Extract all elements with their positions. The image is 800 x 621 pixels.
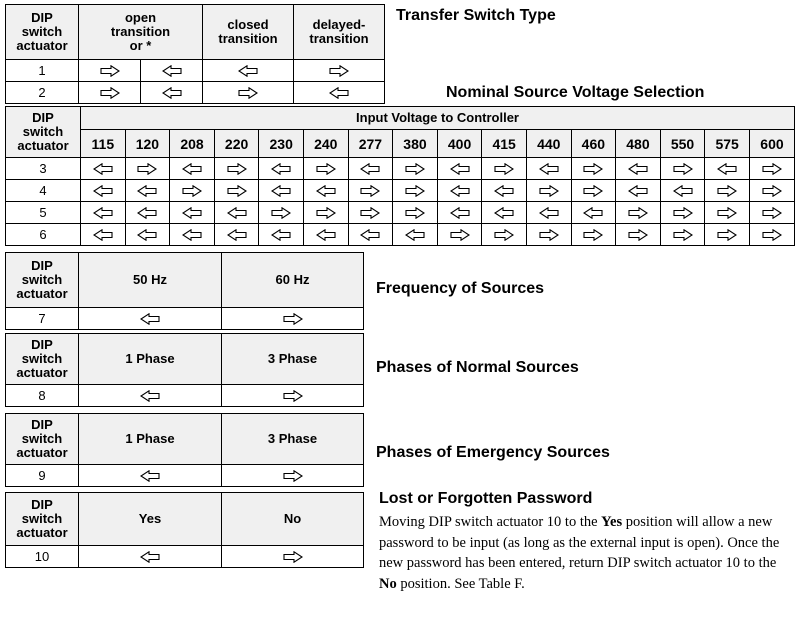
switch-position-cell	[203, 82, 294, 104]
switch-position-cell	[660, 202, 705, 224]
arrow-right-icon	[717, 229, 737, 241]
switch-position-cell	[348, 224, 393, 246]
arrow-left-icon	[539, 163, 559, 175]
voltage-column-header: 240	[303, 130, 348, 158]
arrow-left-icon	[271, 229, 291, 241]
table-row	[6, 202, 795, 224]
arrow-right-icon	[360, 185, 380, 197]
switch-position-cell	[170, 180, 215, 202]
voltage-column-header: 208	[170, 130, 215, 158]
table-row	[6, 224, 795, 246]
transfer-switch-table	[5, 4, 385, 104]
switch-position-cell	[170, 202, 215, 224]
switch-position-cell	[259, 158, 304, 180]
switch-position-cell	[81, 158, 126, 180]
switch-position-cell	[348, 202, 393, 224]
switch-position-cell	[125, 180, 170, 202]
switch-position-cell	[125, 158, 170, 180]
switch-position-cell	[571, 180, 616, 202]
switch-position-cell	[437, 202, 482, 224]
switch-position-cell	[393, 158, 438, 180]
switch-position-cell	[81, 224, 126, 246]
voltage-column-header: 440	[526, 130, 571, 158]
arrow-left-icon	[182, 163, 202, 175]
arrow-left-icon	[494, 207, 514, 219]
voltage-title: Nominal Source Voltage Selection	[446, 84, 705, 101]
option-no: No	[222, 493, 364, 546]
arrow-left-icon	[360, 163, 380, 175]
switch-position-cell	[141, 60, 203, 82]
arrow-left-icon	[450, 207, 470, 219]
switch-position-cell	[214, 202, 259, 224]
option-60hz: 60 Hz	[222, 253, 364, 308]
arrow-right-icon	[405, 207, 425, 219]
switch-position-cell	[259, 202, 304, 224]
switch-position-cell	[526, 180, 571, 202]
arrow-right-icon	[227, 185, 247, 197]
arrow-right-icon	[283, 313, 303, 325]
arrow-right-icon	[583, 163, 603, 175]
voltage-column-header: 550	[660, 130, 705, 158]
voltage-column-header: 220	[214, 130, 259, 158]
actuator-number: 5	[6, 202, 81, 224]
switch-position-cell	[259, 224, 304, 246]
normal-phases-row	[6, 385, 364, 407]
arrow-right-icon	[762, 207, 782, 219]
switch-position-cell	[81, 180, 126, 202]
voltage-column-header: 277	[348, 130, 393, 158]
dip-switch-actuator-header: DIP switch actuator	[6, 5, 79, 60]
arrow-right-icon	[182, 185, 202, 197]
switch-position-cell	[203, 60, 294, 82]
switch-position-cell	[79, 82, 141, 104]
voltage-column-header: 575	[705, 130, 750, 158]
switch-position-cell	[660, 224, 705, 246]
arrow-right-icon	[283, 470, 303, 482]
arrow-left-icon	[539, 207, 559, 219]
table-row	[6, 82, 385, 104]
switch-position-cell	[393, 180, 438, 202]
arrow-right-icon	[583, 229, 603, 241]
switch-position-cell	[571, 224, 616, 246]
arrow-right-icon	[494, 163, 514, 175]
switch-position-cell	[222, 308, 364, 330]
switch-position-cell	[705, 202, 750, 224]
arrow-right-icon	[329, 65, 349, 77]
actuator-number: 7	[6, 308, 79, 330]
dip-switch-actuator-header: DIP switch actuator	[6, 334, 79, 385]
arrow-left-icon	[140, 390, 160, 402]
switch-position-cell	[222, 546, 364, 568]
emergency-phases-row	[6, 465, 364, 487]
input-voltage-header: Input Voltage to Controller	[81, 107, 795, 130]
switch-position-cell	[79, 60, 141, 82]
switch-position-cell	[616, 158, 661, 180]
switch-position-cell	[125, 224, 170, 246]
arrow-left-icon	[227, 229, 247, 241]
arrow-right-icon	[100, 65, 120, 77]
arrow-left-icon	[140, 551, 160, 563]
switch-position-cell	[303, 158, 348, 180]
table-row	[6, 60, 385, 82]
switch-position-cell	[303, 202, 348, 224]
arrow-left-icon	[137, 207, 157, 219]
arrow-right-icon	[137, 163, 157, 175]
actuator-number: 4	[6, 180, 81, 202]
arrow-right-icon	[271, 207, 291, 219]
switch-position-cell	[222, 385, 364, 407]
table-row	[6, 158, 795, 180]
arrow-right-icon	[316, 207, 336, 219]
arrow-left-icon	[93, 207, 113, 219]
frequency-table	[5, 252, 364, 330]
arrow-left-icon	[140, 470, 160, 482]
arrow-right-icon	[539, 185, 559, 197]
voltage-column-header: 600	[749, 130, 794, 158]
switch-position-cell	[571, 202, 616, 224]
arrow-left-icon	[450, 163, 470, 175]
arrow-left-icon	[450, 185, 470, 197]
actuator-number: 3	[6, 158, 81, 180]
arrow-left-icon	[93, 185, 113, 197]
arrow-right-icon	[100, 87, 120, 99]
arrow-left-icon	[227, 207, 247, 219]
switch-position-cell	[393, 202, 438, 224]
arrow-left-icon	[93, 163, 113, 175]
password-table	[5, 492, 364, 568]
password-description: Moving DIP switch actuator 10 to the Yes position will allow a new password to be input (as long as the external input is open). Once the new password has been entered, return DIP switch actuator 10 to the No position. See Table F.	[379, 514, 780, 592]
switch-position-cell	[294, 82, 385, 104]
switch-position-cell	[170, 224, 215, 246]
voltage-column-header: 120	[125, 130, 170, 158]
switch-position-cell	[482, 202, 527, 224]
arrow-right-icon	[316, 163, 336, 175]
switch-position-cell	[79, 308, 222, 330]
switch-position-cell	[705, 158, 750, 180]
switch-position-cell	[259, 180, 304, 202]
table-row	[6, 180, 795, 202]
arrow-right-icon	[238, 87, 258, 99]
switch-position-cell	[303, 180, 348, 202]
normal-phases-title: Phases of Normal Sources	[376, 359, 579, 376]
voltage-column-header: 415	[482, 130, 527, 158]
actuator-number: 8	[6, 385, 79, 407]
dip-switch-actuator-header: DIP switch actuator	[6, 107, 81, 158]
arrow-left-icon	[628, 163, 648, 175]
switch-position-cell	[482, 158, 527, 180]
switch-position-cell	[705, 224, 750, 246]
arrow-left-icon	[137, 229, 157, 241]
switch-position-cell	[616, 202, 661, 224]
transfer-switch-title: Transfer Switch Type	[396, 7, 556, 24]
switch-position-cell	[526, 158, 571, 180]
actuator-number: 2	[6, 82, 79, 104]
switch-position-cell	[125, 202, 170, 224]
arrow-left-icon	[140, 313, 160, 325]
arrow-left-icon	[137, 185, 157, 197]
switch-position-cell	[348, 158, 393, 180]
switch-position-cell	[303, 224, 348, 246]
option-3-phase: 3 Phase	[222, 334, 364, 385]
switch-position-cell	[526, 202, 571, 224]
arrow-left-icon	[673, 185, 693, 197]
arrow-left-icon	[238, 65, 258, 77]
arrow-right-icon	[628, 229, 648, 241]
switch-position-cell	[616, 180, 661, 202]
option-1-phase: 1 Phase	[79, 414, 222, 465]
switch-position-cell	[222, 465, 364, 487]
arrow-right-icon	[762, 185, 782, 197]
option-50hz: 50 Hz	[79, 253, 222, 308]
switch-position-cell	[749, 158, 794, 180]
actuator-number: 1	[6, 60, 79, 82]
switch-position-cell	[294, 60, 385, 82]
switch-position-cell	[79, 546, 222, 568]
arrow-right-icon	[762, 163, 782, 175]
dip-switch-actuator-header: DIP switch actuator	[6, 253, 79, 308]
dip-switch-actuator-header: DIP switch actuator	[6, 414, 79, 465]
switch-position-cell	[705, 180, 750, 202]
switch-position-cell	[526, 224, 571, 246]
switch-position-cell	[482, 224, 527, 246]
arrow-left-icon	[316, 229, 336, 241]
closed-transition-header: closed transition	[203, 5, 294, 60]
switch-position-cell	[214, 224, 259, 246]
open-transition-header: open transition or *	[79, 5, 203, 60]
arrow-left-icon	[316, 185, 336, 197]
arrow-left-icon	[329, 87, 349, 99]
arrow-right-icon	[283, 551, 303, 563]
voltage-column-header: 460	[571, 130, 616, 158]
delayed-transition-header: delayed- transition	[294, 5, 385, 60]
switch-position-cell	[393, 224, 438, 246]
arrow-right-icon	[450, 229, 470, 241]
normal-phases-table	[5, 333, 364, 407]
voltage-column-header: 230	[259, 130, 304, 158]
arrow-left-icon	[162, 65, 182, 77]
frequency-title: Frequency of Sources	[376, 280, 545, 297]
arrow-left-icon	[271, 185, 291, 197]
switch-position-cell	[79, 385, 222, 407]
switch-position-cell	[79, 465, 222, 487]
voltage-table	[5, 106, 795, 246]
arrow-right-icon	[673, 207, 693, 219]
arrow-right-icon	[673, 163, 693, 175]
arrow-right-icon	[405, 185, 425, 197]
option-yes: Yes	[79, 493, 222, 546]
arrow-right-icon	[405, 163, 425, 175]
arrow-left-icon	[93, 229, 113, 241]
arrow-left-icon	[182, 207, 202, 219]
switch-position-cell	[437, 158, 482, 180]
frequency-row	[6, 308, 364, 330]
arrow-right-icon	[628, 207, 648, 219]
switch-position-cell	[616, 224, 661, 246]
voltage-column-header: 400	[437, 130, 482, 158]
switch-position-cell	[170, 158, 215, 180]
arrow-left-icon	[494, 185, 514, 197]
voltage-column-header: 480	[616, 130, 661, 158]
arrow-left-icon	[583, 207, 603, 219]
switch-position-cell	[214, 158, 259, 180]
transfer-switch-body	[6, 60, 385, 104]
arrow-right-icon	[360, 207, 380, 219]
switch-position-cell	[437, 224, 482, 246]
switch-position-cell	[749, 224, 794, 246]
emergency-phases-title: Phases of Emergency Sources	[376, 444, 610, 461]
switch-position-cell	[348, 180, 393, 202]
arrow-right-icon	[283, 390, 303, 402]
switch-position-cell	[482, 180, 527, 202]
actuator-number: 10	[6, 546, 79, 568]
arrow-right-icon	[762, 229, 782, 241]
emergency-phases-table	[5, 413, 364, 487]
voltage-body	[6, 158, 795, 246]
switch-position-cell	[81, 202, 126, 224]
switch-position-cell	[141, 82, 203, 104]
arrow-left-icon	[405, 229, 425, 241]
arrow-right-icon	[494, 229, 514, 241]
password-row	[6, 546, 364, 568]
dip-switch-actuator-header: DIP switch actuator	[6, 493, 79, 546]
voltage-column-header: 115	[81, 130, 126, 158]
switch-position-cell	[571, 158, 616, 180]
password-title: Lost or Forgotten Password	[379, 490, 593, 507]
arrow-right-icon	[227, 163, 247, 175]
arrow-right-icon	[673, 229, 693, 241]
arrow-left-icon	[628, 185, 648, 197]
switch-position-cell	[749, 202, 794, 224]
arrow-left-icon	[360, 229, 380, 241]
arrow-right-icon	[539, 229, 559, 241]
switch-position-cell	[660, 158, 705, 180]
switch-position-cell	[437, 180, 482, 202]
actuator-number: 9	[6, 465, 79, 487]
arrow-left-icon	[717, 163, 737, 175]
actuator-number: 6	[6, 224, 81, 246]
option-3-phase: 3 Phase	[222, 414, 364, 465]
switch-position-cell	[749, 180, 794, 202]
voltage-columns-row	[6, 130, 795, 158]
arrow-left-icon	[162, 87, 182, 99]
voltage-column-header: 380	[393, 130, 438, 158]
arrow-right-icon	[717, 207, 737, 219]
option-1-phase: 1 Phase	[79, 334, 222, 385]
switch-position-cell	[660, 180, 705, 202]
arrow-right-icon	[583, 185, 603, 197]
arrow-left-icon	[182, 229, 202, 241]
arrow-right-icon	[717, 185, 737, 197]
arrow-left-icon	[271, 163, 291, 175]
switch-position-cell	[214, 180, 259, 202]
